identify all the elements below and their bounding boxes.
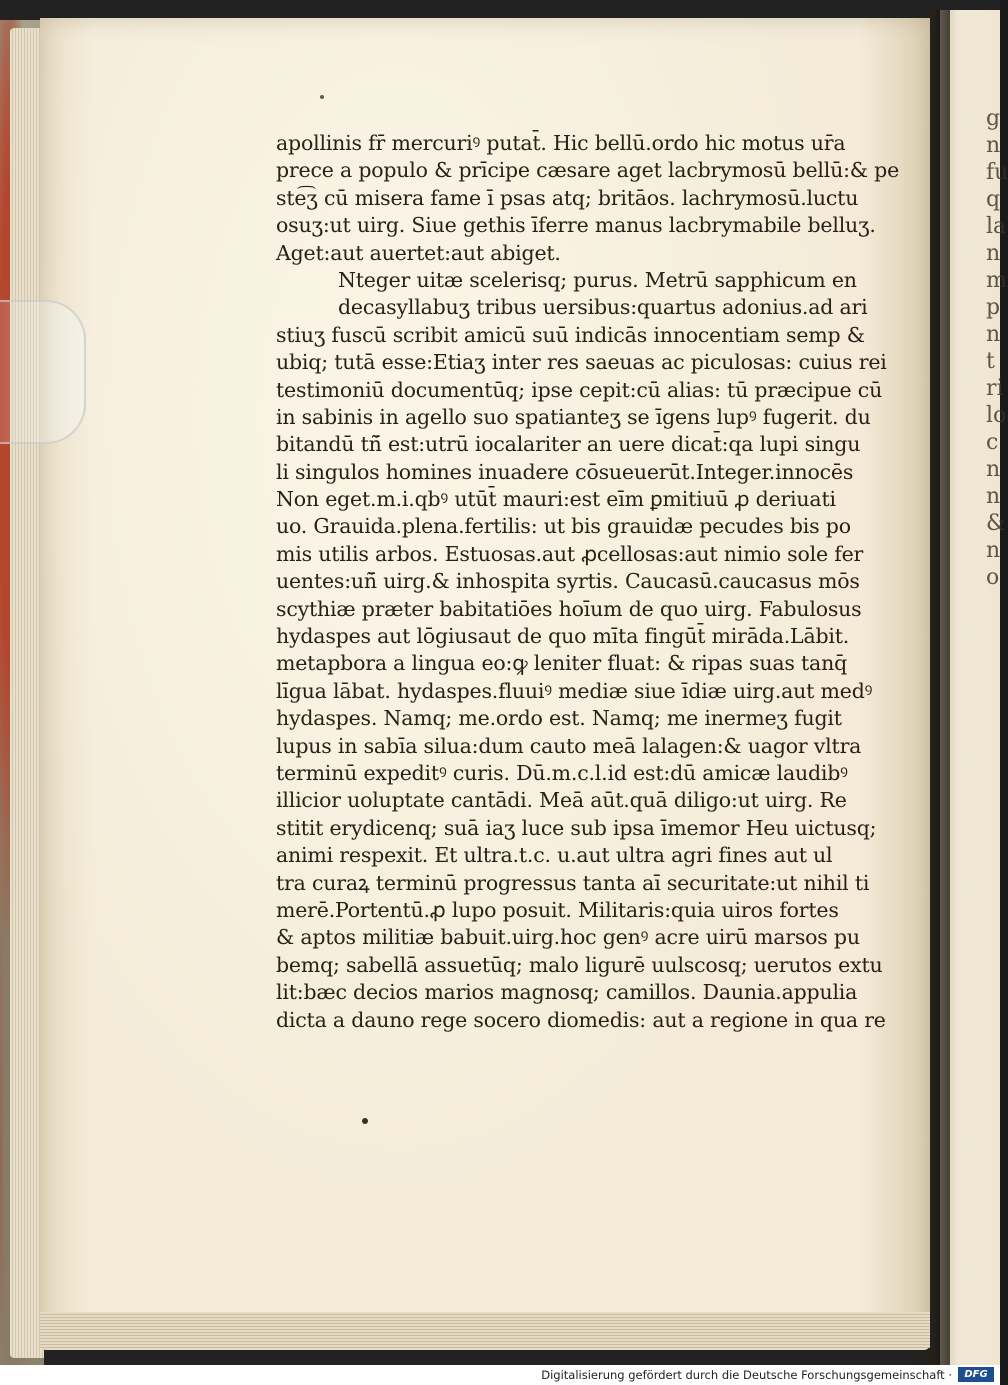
text-line: lit:bæc decios marios magnosq; camillos. Daunia.appulia — [276, 980, 858, 1005]
facing-page-letter: la — [986, 214, 1007, 239]
facing-page-text — [986, 105, 1006, 591]
text-line: hydaspes aut lōgiusaut de quo mīta fingūt̄ mirāda.Lābit. — [276, 624, 850, 649]
commentary-text — [276, 130, 900, 1034]
text-line: in sabinis in agello suo spatianteʒ se īgens lupꝰ fugerit. du — [276, 404, 871, 429]
text-line: terminū expeditꝰ curis. Dū.m.c.l.id est:dū amicæ laudibꝰ — [276, 760, 848, 785]
facing-page-letter: q — [986, 187, 1001, 212]
text-line: Nteger uitæ scelerisq; purus. Metrū sapphicum en — [338, 267, 857, 292]
text-line: testimoniū documentūq; ipse cepit:cū alias: tū præcipue cū — [276, 377, 883, 402]
text-line: metapbora a lingua eo:ꝙ leniter fluat: & ripas suas tanq̄ — [276, 651, 847, 676]
facing-page-letter: c — [986, 430, 999, 455]
facing-page-letter: n — [986, 484, 1001, 509]
facing-page-letter: o — [986, 565, 1000, 590]
text-line: lupus in sabīa silua:dum cauto meā lalagen:& uagor vltra — [276, 733, 862, 758]
facing-page-letter: ri — [986, 376, 1004, 401]
text-line: li singulos homines inuadere cōsueuerūt.Integer.innocēs — [276, 459, 854, 484]
facing-page-letter: & — [986, 511, 1006, 536]
digitization-footer — [0, 1365, 1000, 1385]
facing-page-letter: m — [986, 268, 1007, 293]
text-line: animi respexit. Et ultra.t.c. u.aut ultra agri fines aut ul — [276, 843, 833, 868]
text-line: stiuʒ fuscū scribit amicū suū indicās innocentiam semp & — [276, 322, 865, 347]
facing-page-letter: lo — [986, 403, 1007, 428]
text-line: bitandū tñ̄ est:utrū iocalariter an uere dicat̄:qa lupi singu — [276, 432, 861, 457]
text-line: tra curaꝝ terminū progressus tanta aī securitate:ut nihil ti — [276, 870, 870, 895]
text-line: uo. Grauida.plena.fertilis: ut bis grauidæ pecudes bis po — [276, 514, 851, 539]
text-line: bemq; sabellā assuetūq; malo ligurē uulscosq; uerutos extu — [276, 952, 883, 977]
facing-page-letter: n — [986, 241, 1001, 266]
dfg-logo: DFG — [958, 1367, 994, 1382]
text-line: merē.Portentū.ꝓ lupo posuit. Militaris:quia uiros fortes — [276, 897, 839, 922]
text-line: Non eget.m.i.qbꝰ utūt̄ mauri:est eīm ꝑmitiuū ꝓ deriuati — [276, 487, 836, 512]
facing-page-letter: n — [986, 457, 1001, 482]
text-line: decasyllabuʒ tribus uersibus:quartus adonius.ad ari — [338, 295, 868, 320]
text-line: stitit erydicenq; suā iaʒ luce sub ipsa īmemor Heu uictusq; — [276, 815, 877, 840]
facing-page-letter: n — [986, 538, 1001, 563]
text-line: mis utilis arbos. Estuosas.aut ꝓcellosas:aut nimio sole fer — [276, 541, 864, 566]
text-line: prece a populo & prīcipe cæsare aget lacbrymosū bellū:& pe — [276, 158, 900, 183]
ink-mark — [320, 95, 324, 99]
facing-page-letter: p — [986, 295, 1001, 320]
text-line: ubiq; tutā esse:Etiaʒ inter res saeuas ac piculosas: cuius rei — [276, 350, 887, 375]
text-line: Aget:aut auertet:aut abiget. — [276, 240, 561, 265]
facing-page-letter: n — [986, 322, 1001, 347]
bookmark-clip — [0, 300, 86, 444]
text-line: apollinis fr̄ mercuriꝰ putat̄. Hic bellū.ordo hic motus ur̄a — [276, 131, 846, 155]
text-line: hydaspes. Namq; me.ordo est. Namq; me inermeʒ fugit — [276, 706, 842, 731]
text-line: osuʒ:ut uirg. Siue gethis īferre manus lacbrymabile belluʒ. — [276, 213, 876, 238]
text-line: uentes:uñ̄ uirg.& inhospita syrtis. Caucasū.caucasus mōs — [276, 569, 860, 594]
text-line: scythiæ præter babitatiōes hoīum de quo uirg. Fabulosus — [276, 596, 862, 621]
text-line: ste͡ʒ cū misera fame ī psas atq; britāos. lachrymosū.luctu — [276, 185, 859, 210]
facing-page-letter: t — [986, 349, 995, 374]
page-bottom-edge — [40, 1312, 930, 1350]
facing-page-letter: n — [986, 133, 1001, 158]
page-stack-edge — [10, 28, 44, 1358]
funding-credit: Digitalisierung gefördert durch die Deutsche Forschungsgemeinschaft · — [541, 1368, 952, 1382]
text-line: & aptos militiæ babuit.uirg.hoc genꝰ acre uirū marsos pu — [276, 925, 860, 950]
text-line: illicior uoluptate cantādi. Meā aūt.quā diligo:ut uirg. Re — [276, 788, 847, 813]
facing-page-letter: fu — [986, 160, 1008, 185]
ink-mark — [362, 1118, 368, 1124]
facing-page-letter: g — [986, 106, 1001, 131]
text-line: līgua lābat. hydaspes.fluuiꝰ mediæ siue īdiæ uirg.aut medꝰ — [276, 678, 873, 703]
text-line: dicta a dauno rege socero diomedis: aut a regione in qua re — [276, 1007, 886, 1032]
